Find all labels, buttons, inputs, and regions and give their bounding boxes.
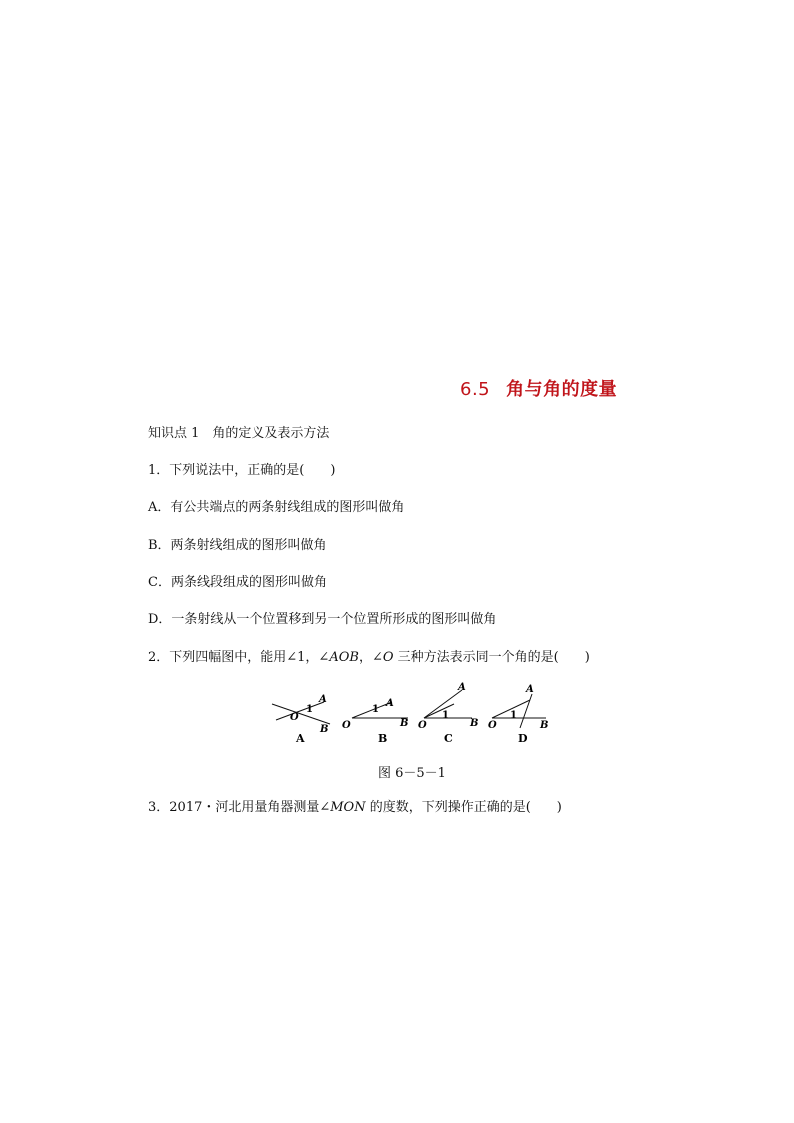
panel-d-label-o: O bbox=[488, 720, 497, 731]
panel-a-line-2 bbox=[276, 702, 324, 720]
angle-figure-svg bbox=[268, 680, 568, 750]
angle-figure bbox=[268, 680, 568, 750]
question-1-option-d: D．一条射线从一个位置移到另一个位置所形成的图形叫做角 bbox=[148, 612, 497, 627]
section-heading: 角与角的度量 bbox=[506, 379, 618, 400]
panel-a-label-1: 1 bbox=[306, 704, 313, 715]
question-2-stem-part: ，∠ bbox=[358, 650, 383, 665]
panel-c-ray-middle bbox=[424, 704, 454, 718]
panel-d-label-a: A bbox=[526, 684, 534, 695]
panel-d-label-b: B bbox=[540, 720, 549, 731]
figure-caption: 图 6－5－1 bbox=[378, 766, 446, 781]
panel-a-label-b: B bbox=[320, 724, 329, 735]
panel-d-label-1: 1 bbox=[510, 710, 517, 721]
panel-b-label-a: A bbox=[386, 698, 394, 709]
section-title bbox=[460, 375, 617, 401]
angle-o-label: O bbox=[382, 650, 394, 665]
panel-c-caption: C bbox=[444, 732, 453, 745]
panel-a-label-a: A bbox=[319, 694, 327, 705]
section-number: 6.5 bbox=[460, 379, 491, 400]
panel-a-caption: A bbox=[296, 732, 305, 745]
question-2-stem-part: 2．下列四幅图中，能用∠1，∠ bbox=[148, 650, 330, 665]
angle-aob-label: AOB bbox=[329, 650, 359, 665]
question-3-stem-part: 的度数，下列操作正确的是( ) bbox=[365, 800, 562, 815]
question-3-stem bbox=[148, 799, 562, 817]
question-1-option-b: B．两条射线组成的图形叫做角 bbox=[148, 538, 327, 553]
panel-b-caption: B bbox=[378, 732, 388, 745]
panel-a-label-o: O bbox=[290, 712, 299, 723]
question-3-stem-part: 3．2017・河北用量角器测量∠ bbox=[148, 800, 331, 815]
panel-b-label-1: 1 bbox=[372, 704, 379, 715]
panel-b-label-b: B bbox=[400, 718, 409, 729]
question-2-stem bbox=[148, 649, 590, 667]
question-1-option-a: A．有公共端点的两条射线组成的图形叫做角 bbox=[148, 500, 405, 515]
question-1-stem: 1．下列说法中，正确的是( ) bbox=[148, 463, 336, 478]
angle-mon-label: MON bbox=[330, 800, 366, 815]
panel-b-label-o: O bbox=[342, 720, 351, 731]
panel-c-label-a: A bbox=[458, 682, 466, 693]
panel-c-label-1: 1 bbox=[442, 710, 449, 721]
panel-d-caption: D bbox=[518, 732, 528, 745]
panel-c-label-o: O bbox=[418, 720, 427, 731]
question-1-option-c: C．两条线段组成的图形叫做角 bbox=[148, 575, 327, 590]
question-2-stem-part: 三种方法表示同一个角的是( ) bbox=[393, 650, 590, 665]
panel-c-label-b: B bbox=[470, 718, 479, 729]
panel-a-line-1 bbox=[272, 704, 330, 724]
knowledge-point-heading: 知识点 1 角的定义及表示方法 bbox=[148, 426, 330, 441]
panel-d-crossing-line bbox=[520, 694, 532, 728]
